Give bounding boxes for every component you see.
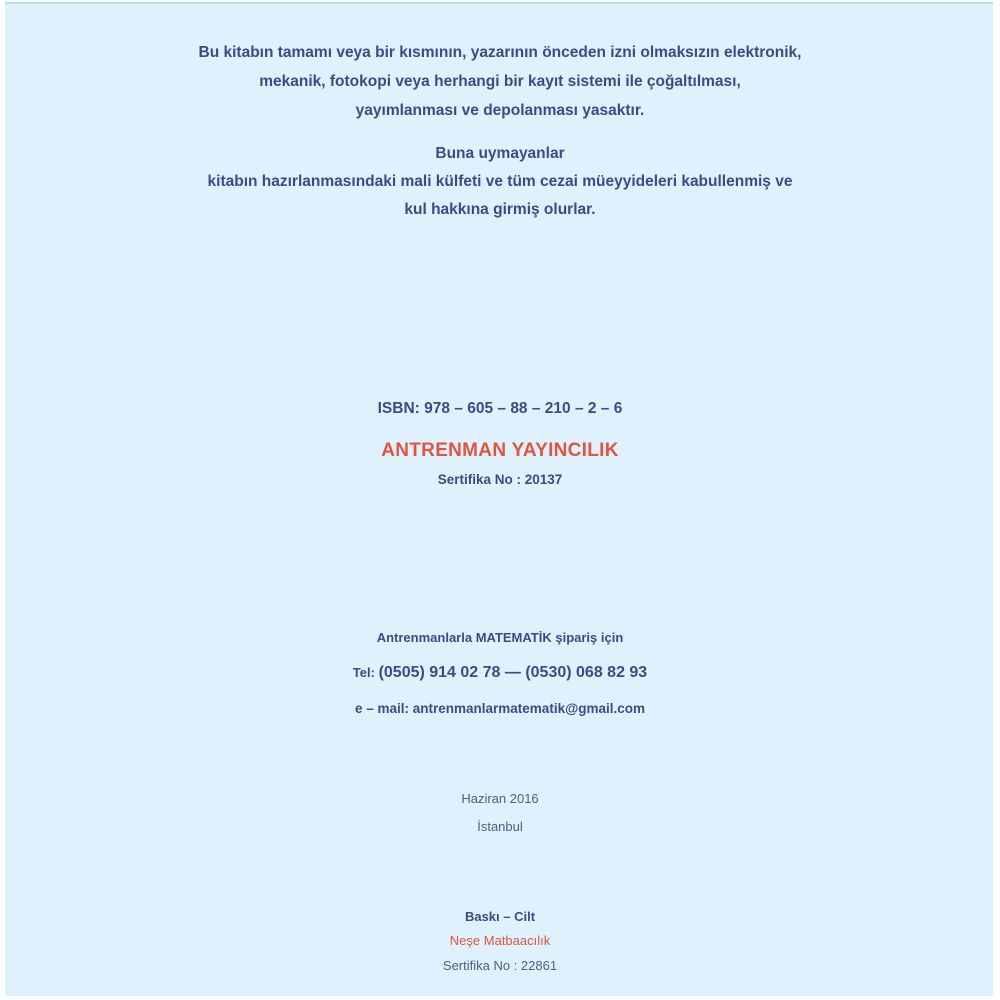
order-heading: Antrenmanlarla MATEMATİK şipariş için — [376, 630, 624, 645]
copyright-line-1: Bu kitabın tamamı veya bir kısmının, yazarının önceden izni olmaksızın elektronik, — [198, 44, 802, 61]
telephone — [0, 664, 1000, 682]
warning-line-3: kul hakkına girmiş olurlar. — [404, 201, 596, 218]
tel-numbers: (0505) 914 02 78 — (0530) 068 82 93 — [378, 664, 648, 681]
publisher-certificate: Sertifika No : 20137 — [437, 472, 563, 487]
tel-label: Tel: — [352, 665, 379, 680]
warning-line-1: Buna uymayanlar — [435, 145, 565, 162]
copyright-line-2: mekanik, fotokopi veya herhangi bir kayıt sistemi ile çoğaltılması, — [259, 73, 741, 90]
printer-certificate: Sertifika No : 22861 — [442, 958, 558, 973]
warning-line-2: kitabın hazırlanmasındaki mali külfeti ve tüm cezai müeyyideleri kabullenmiş ve — [207, 173, 793, 190]
publisher-name: ANTRENMAN YAYINCILIK — [381, 440, 619, 461]
edition-date: Haziran 2016 — [461, 791, 539, 806]
email: e – mail: antrenmanlarmatematik@gmail.com — [354, 701, 646, 716]
printing-label: Baskı – Cilt — [464, 909, 536, 924]
copyright-line-3: yayımlanması ve depolanması yasaktır. — [355, 102, 645, 119]
edition-city: İstanbul — [477, 819, 523, 834]
isbn: ISBN: 978 – 605 – 88 – 210 – 2 – 6 — [377, 400, 623, 417]
printer-name: Neşe Matbaacılık — [449, 933, 551, 948]
